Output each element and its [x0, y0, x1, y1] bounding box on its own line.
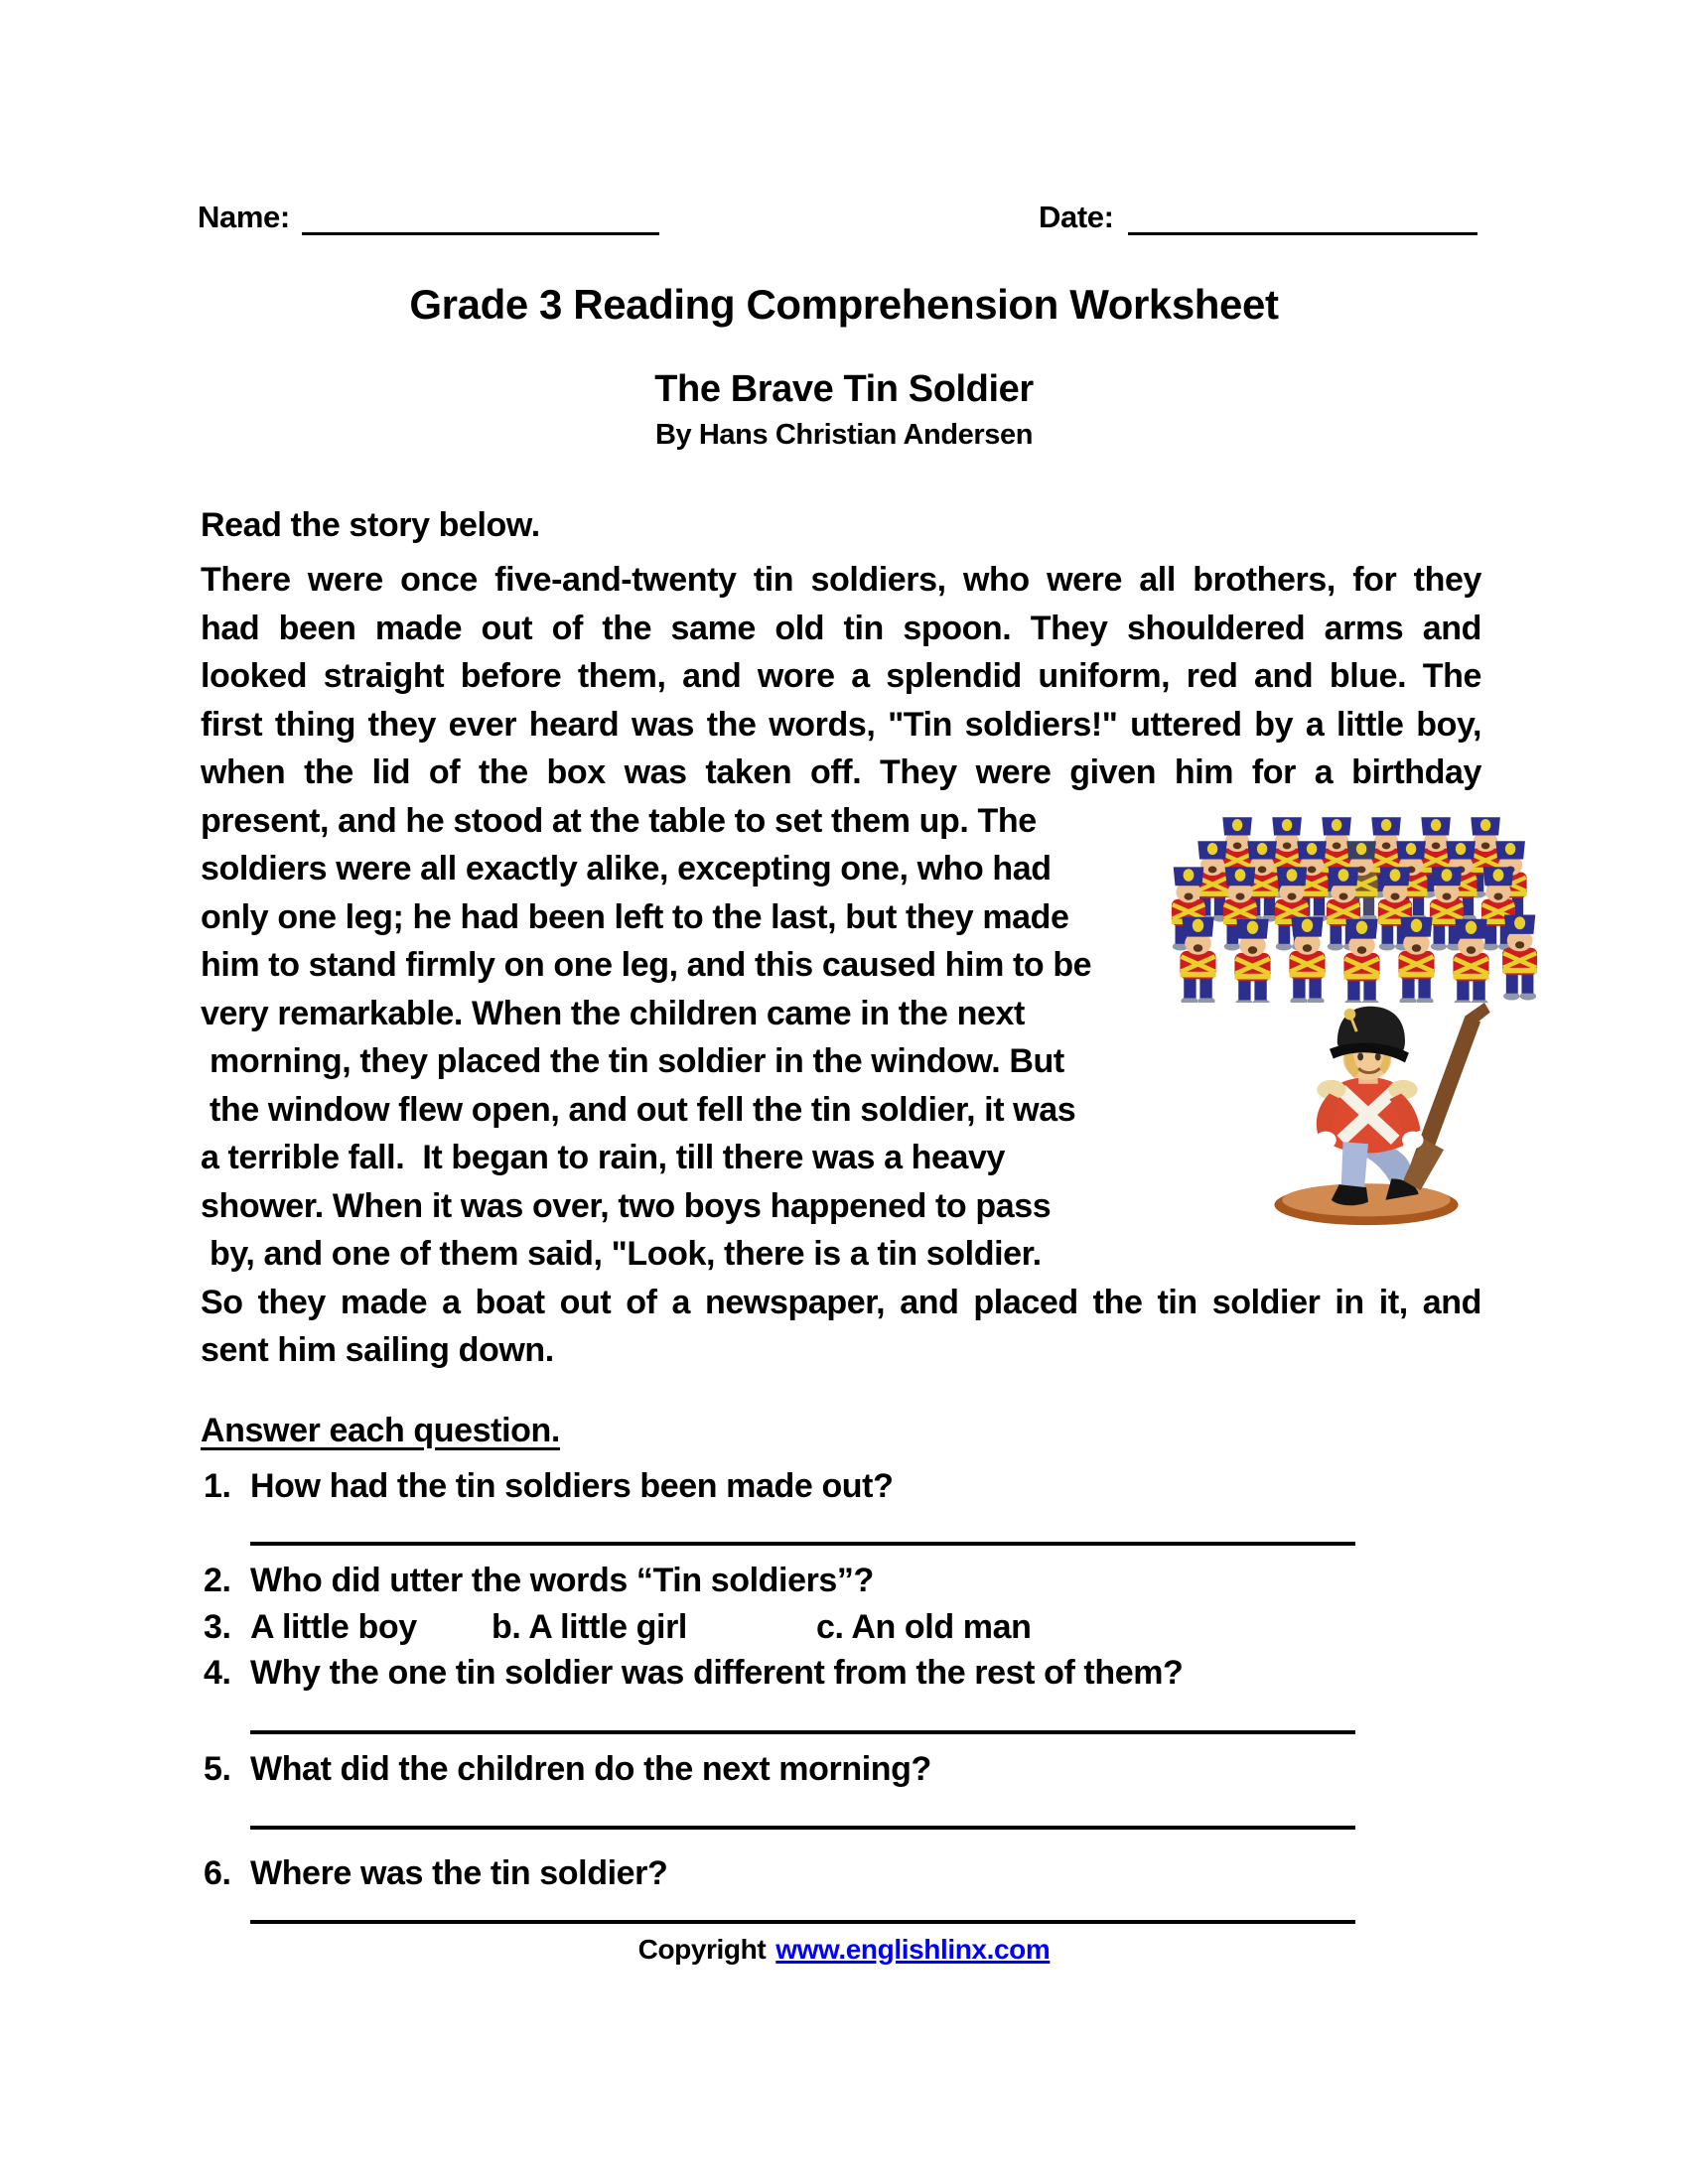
copyright-line: [0, 1934, 1688, 1966]
story-line: by, and one of them said, "Look, there is a tin soldier.: [201, 1235, 1042, 1273]
date-field: [1039, 197, 1477, 235]
question-1-number: 1.: [204, 1467, 231, 1505]
story-line: sent him sailing down.: [201, 1331, 554, 1369]
answer-line-4: [250, 1920, 1355, 1924]
story-line: him to stand firmly on one leg, and this caused him to be: [201, 946, 1092, 984]
question-6-number: 6.: [204, 1854, 231, 1892]
question-5-text: What did the children do the next morning?: [250, 1750, 931, 1788]
story-line: morning, they placed the tin soldier in the window. But: [201, 1042, 1064, 1080]
question-5-number: 5.: [204, 1750, 231, 1788]
date-label: Date:: [1039, 200, 1114, 234]
question-5: [201, 1750, 1491, 1798]
story-line: when the lid of the box was taken off. They were given him for a birthday: [201, 753, 1481, 791]
question-3-options: [201, 1608, 1491, 1656]
story-line: present, and he stood at the table to set them up. The: [201, 801, 1037, 840]
story-line: the window flew open, and out fell the tin soldier, it was: [201, 1090, 1076, 1129]
copyright-label: Copyright: [637, 1934, 767, 1965]
question-6-text: Where was the tin soldier?: [250, 1854, 668, 1892]
englishlinx-link[interactable]: www.englishlinx.com: [775, 1934, 1051, 1965]
story-line: very remarkable. When the children came in the next: [201, 994, 1025, 1032]
story-line: looked straight before them, and wore a splendid uniform, red and blue. The: [201, 657, 1481, 695]
name-blank-line: [302, 197, 659, 235]
option-a: A little boy: [250, 1608, 417, 1646]
story-line: shower. When it was over, two boys happened to pass: [201, 1186, 1052, 1225]
question-4: [201, 1654, 1491, 1702]
question-4-text: Why the one tin soldier was different from the rest of them?: [250, 1654, 1184, 1692]
story-line: So they made a boat out of a newspaper, and placed the tin soldier in it, and: [201, 1283, 1481, 1321]
date-blank-line: [1128, 197, 1477, 235]
story-line: first thing they ever heard was the words, "Tin soldiers!" uttered by a little boy,: [201, 705, 1481, 744]
story-text: [201, 556, 1483, 1375]
story-line: had been made out of the same old tin spoon. They shouldered arms and: [201, 609, 1481, 647]
option-b: b. A little girl: [492, 1608, 687, 1646]
answer-instruction: Answer each question.: [201, 1412, 560, 1449]
story-line: There were once five-and-twenty tin soldiers, who were all brothers, for they: [201, 561, 1481, 599]
question-3-number: 3.: [204, 1608, 231, 1646]
question-2: [201, 1562, 1491, 1609]
answer-line-2: [250, 1730, 1355, 1734]
story-byline: By Hans Christian Andersen: [654, 419, 1034, 451]
answer-line-3: [250, 1826, 1355, 1830]
option-c: c. An old man: [816, 1608, 1032, 1646]
story-line: only one leg; he had been left to the last, but they made: [201, 897, 1069, 936]
story-line: a terrible fall. It began to rain, till there was a heavy: [201, 1139, 1006, 1176]
question-2-number: 2.: [204, 1562, 231, 1599]
name-field: [198, 197, 659, 235]
question-1-text: How had the tin soldiers been made out?: [250, 1467, 894, 1505]
story-title: The Brave Tin Soldier: [654, 368, 1034, 410]
story-line: soldiers were all exactly alike, excepting one, who had: [201, 850, 1052, 887]
question-6: [201, 1854, 1491, 1902]
page-title: Grade 3 Reading Comprehension Worksheet: [409, 281, 1279, 328]
name-label: Name:: [198, 200, 290, 234]
answer-line-1: [250, 1542, 1355, 1546]
read-instruction: Read the story below.: [201, 506, 540, 544]
question-2-text: Who did utter the words “Tin soldiers”?: [250, 1562, 874, 1599]
question-1: [201, 1467, 1491, 1515]
question-4-number: 4.: [204, 1654, 231, 1692]
